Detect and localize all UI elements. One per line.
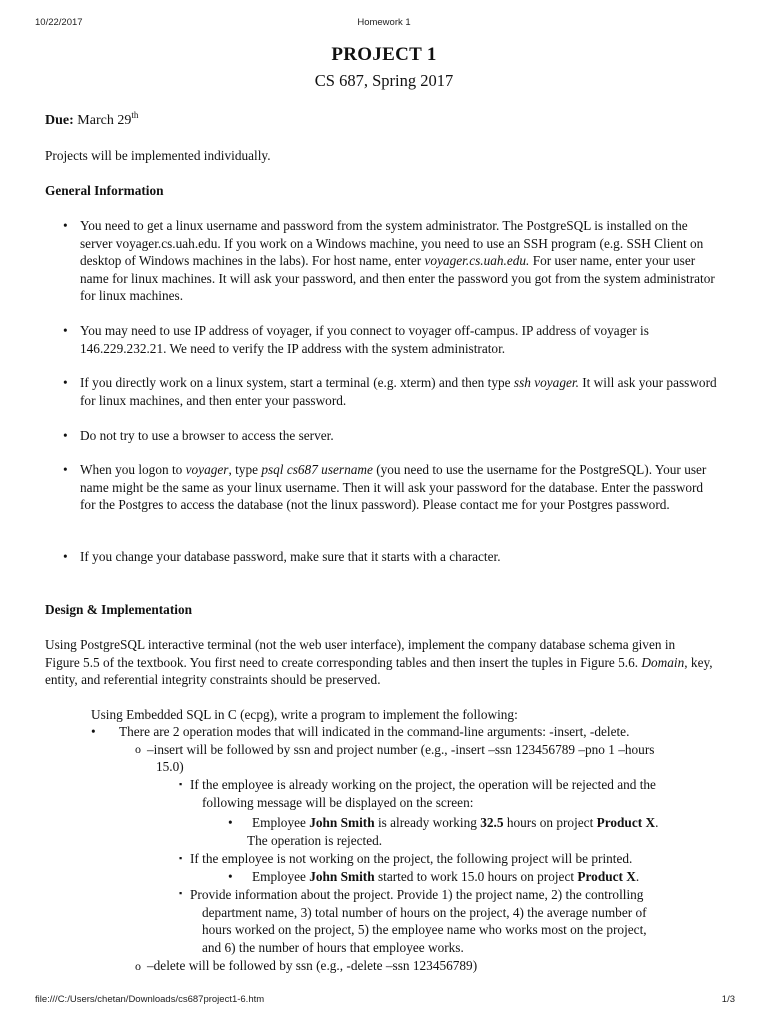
msg-text: . xyxy=(655,815,659,830)
general-item-1 xyxy=(80,217,720,305)
bullet-icon: • xyxy=(63,375,68,390)
print-date: 10/22/2017 xyxy=(35,17,83,28)
reject-rule: If the employee is already working on the project, the operation will be rejected and the xyxy=(190,777,656,792)
general-item-4: Do not try to use a browser to access the server. xyxy=(80,428,334,443)
general-item-5-text: When you logon to xyxy=(80,462,186,477)
operation-modes: There are 2 operation modes that will indicated in the command-line arguments: -insert, -delete. xyxy=(119,724,630,739)
intro-text: Projects will be implemented individually. xyxy=(45,148,271,163)
page-title: PROJECT 1 xyxy=(331,44,437,65)
server-name: voyager xyxy=(185,462,229,477)
general-item-3-text: If you directly work on a linux system, start a terminal (e.g. xterm) and then type xyxy=(80,375,514,390)
page-number: 1/3 xyxy=(721,994,735,1005)
embedded-sql-intro: Using Embedded SQL in C (ecpg), write a program to implement the following: xyxy=(91,707,518,722)
circle-bullet-icon: o xyxy=(135,959,141,973)
msg-text: hours on project xyxy=(503,815,597,830)
due-label: Due: xyxy=(45,113,74,128)
bullet-icon: • xyxy=(63,218,68,233)
bullet-icon: • xyxy=(63,462,68,477)
not-working-rule: If the employee is not working on the project, the following project will be printed. xyxy=(190,851,633,866)
msg-text: Employee xyxy=(252,869,310,884)
employee-name: John Smith xyxy=(309,869,375,884)
general-item-3 xyxy=(80,374,720,409)
project-info-rule-cont: hours worked on the project, 5) the employee name who works most on the project, xyxy=(202,922,647,937)
square-bullet-icon: ▪ xyxy=(179,779,183,789)
general-item-3-text-cont: It will ask your password for linux machines, and then enter your password. xyxy=(80,375,717,408)
domain-term: Domain xyxy=(641,654,685,670)
bullet-icon: • xyxy=(91,724,96,739)
project-name: Product X xyxy=(596,815,656,830)
general-heading: General Information xyxy=(45,183,164,198)
square-bullet-icon: ▪ xyxy=(179,853,183,863)
bullet-icon: • xyxy=(228,869,233,884)
start-message xyxy=(252,868,639,886)
file-path: file:///C:/Users/chetan/Downloads/cs687project1-6.htm xyxy=(35,994,265,1005)
general-item-1-text-cont: For user name, enter your user name for linux machines. It will ask your password, and then enter the password you got from the system administrator for linux machines. xyxy=(80,253,715,303)
bullet-icon: • xyxy=(63,323,68,338)
due-date: March 29 xyxy=(77,113,132,128)
general-item-5-text-mid: , type xyxy=(228,462,262,477)
project-info-rule-cont: department name, 3) total number of hours on the project, 4) the average number of xyxy=(202,905,647,920)
general-item-1-text: You need to get a linux username and password from the system administrator. The PostgreSQL is installed on the server voyager.cs.uah.edu. If you work on a Windows machine, you need to use an SSH program (e.g. SSH Client on desktop of Windows machines in the labs). For host name, enter xyxy=(80,218,704,268)
general-item-5 xyxy=(80,461,720,514)
bullet-icon: • xyxy=(63,549,68,564)
msg-text: . xyxy=(635,869,640,884)
bullet-icon: • xyxy=(63,428,68,443)
design-paragraph xyxy=(45,636,713,689)
general-item-2: You may need to use IP address of voyager, if you connect to voyager off-campus. IP address of voyager is 146.229.232.21. We need to verify the IP address with the system administrator. xyxy=(80,323,649,356)
project-info-rule: Provide information about the project. Provide 1) the project name, 2) the controlling xyxy=(190,887,644,902)
reject-message-cont: The operation is rejected. xyxy=(247,833,383,848)
msg-text: is already working xyxy=(374,815,481,830)
ssh-command: ssh voyager. xyxy=(513,375,579,390)
delete-option: –delete will be followed by ssn (e.g., -delete –ssn 123456789) xyxy=(147,958,478,973)
due-date-suffix: th xyxy=(131,110,139,120)
insert-option-cont: 15.0) xyxy=(156,759,184,774)
due-line xyxy=(45,112,138,130)
design-paragraph-text: Using PostgreSQL interactive terminal (not the web user interface), implement the company database schema given in Figure 5.5 of the textbook. You first need to create corresponding tables and then insert the tuples in Figure 5.6. xyxy=(45,637,676,670)
general-item-5-text-cont: (you need to use the username for the PostgreSQL). Your user name might be the same as your linux username. Then it will ask your password for the database. Enter the password for the Postgres to access the database (not the linux password). Please contact me for your Postgres password. xyxy=(80,462,707,512)
reject-message xyxy=(252,814,658,832)
msg-text: Employee xyxy=(252,815,310,830)
project-info-rule-cont: and 6) the number of hours that employee works. xyxy=(202,940,464,955)
design-paragraph-text-cont: , key, entity, and referential integrity constraints should be preserved. xyxy=(45,654,713,687)
design-heading: Design & Implementation xyxy=(45,602,192,617)
general-item-6: If you change your database password, make sure that it starts with a character. xyxy=(80,549,501,564)
page-subtitle: CS 687, Spring 2017 xyxy=(314,71,454,90)
insert-option: –insert will be followed by ssn and project number (e.g., -insert –ssn 123456789 –pno 1 –hours xyxy=(147,742,655,757)
psql-command: psql cs687 username xyxy=(261,462,373,477)
circle-bullet-icon: o xyxy=(135,742,141,756)
bullet-icon: • xyxy=(228,815,233,830)
square-bullet-icon: ▪ xyxy=(179,888,183,898)
hours-value: 32.5 xyxy=(480,815,504,830)
msg-text: started to work 15.0 hours on project xyxy=(374,869,578,884)
host-name: voyager.cs.uah.edu. xyxy=(424,253,530,268)
print-header-title: Homework 1 xyxy=(357,17,411,28)
employee-name: John Smith xyxy=(309,815,375,830)
reject-rule-cont: following message will be displayed on the screen: xyxy=(202,795,474,810)
project-name: Product X xyxy=(577,869,636,884)
